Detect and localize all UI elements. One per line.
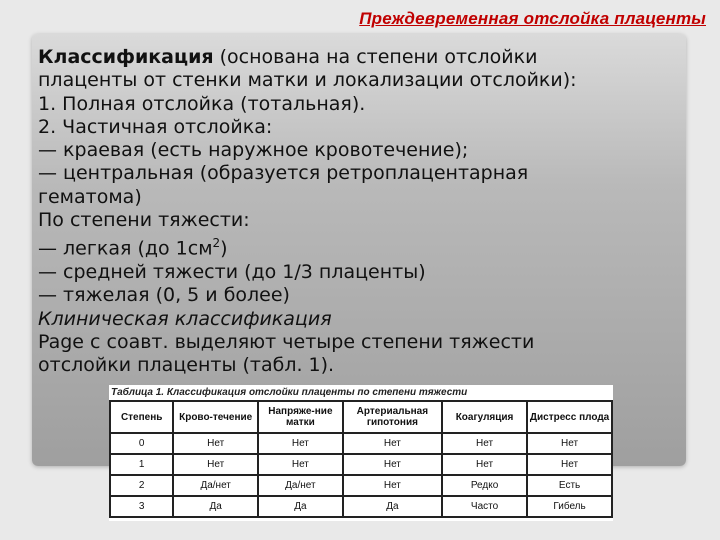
severity-table-image	[109, 385, 613, 521]
table-cell: Редко	[442, 475, 527, 496]
text-line: — краевая (есть наружное кровотечение);	[38, 139, 469, 162]
table-header-cell: Артериальная гипотония	[343, 401, 442, 433]
text-line: плаценты от стенки матки и локализации отслойки):	[38, 69, 577, 92]
classification-heading: Классификация	[38, 46, 214, 68]
text-line: По степени тяжести:	[38, 209, 250, 232]
table-header-row	[110, 401, 612, 433]
table-cell: Нет	[343, 454, 442, 475]
table-cell: Да/нет	[173, 475, 258, 496]
slide-body	[38, 46, 688, 377]
table-cell: Есть	[527, 475, 612, 496]
text-line: — тяжелая (0, 5 и более)	[38, 284, 290, 307]
severity-light-close: )	[220, 237, 228, 260]
table-cell: Да/нет	[258, 475, 343, 496]
table-cell: Да	[173, 496, 258, 517]
table-header-cell: Коагуляция	[442, 401, 527, 433]
table-cell: Нет	[173, 433, 258, 454]
clinical-classification-heading	[38, 308, 688, 331]
table-row	[110, 496, 612, 517]
table-cell: Да	[343, 496, 442, 517]
text-line: гематома)	[38, 185, 142, 208]
table-cell: Нет	[343, 475, 442, 496]
table-caption: Таблица 1. Классификация отслойки плаценты по степени тяжести	[111, 387, 468, 398]
table-cell: 3	[110, 496, 173, 517]
table-cell: Нет	[442, 454, 527, 475]
table-row	[110, 454, 612, 475]
text-line: отслойки плаценты (табл. 1).	[38, 354, 335, 377]
table-cell: 1	[110, 454, 173, 475]
table-header-cell: Степень	[110, 401, 173, 433]
table-row	[110, 475, 612, 496]
table-cell: Нет	[527, 454, 612, 475]
table-cell: Да	[258, 496, 343, 517]
severity-light-line	[38, 232, 688, 261]
table-cell: 2	[110, 475, 173, 496]
table-header-cell: Крово-течение	[173, 401, 258, 433]
text-line: Page с соавт. выделяют четыре степени тяжести	[38, 330, 535, 353]
table-cell: Нет	[442, 433, 527, 454]
text-line: 1. Полная отслойка (тотальная).	[38, 92, 366, 115]
severity-table	[109, 400, 613, 518]
text-line: — центральная (образуется ретроплацентарная	[38, 162, 529, 185]
table-row	[110, 433, 612, 454]
severity-light-text: — легкая (до 1см	[38, 237, 213, 260]
table-cell: 0	[110, 433, 173, 454]
clinical-classification-text: Клиническая классификация	[38, 307, 332, 330]
classification-basis: (основана на степени отслойки	[213, 46, 538, 68]
table-header-cell: Дистресс плода	[527, 401, 612, 433]
classification-line	[38, 46, 688, 69]
table-cell: Нет	[173, 454, 258, 475]
table-cell: Гибель	[527, 496, 612, 517]
text-line: — средней тяжести (до 1/3 плаценты)	[38, 261, 426, 283]
text-line: 2. Частичная отслойка:	[38, 115, 273, 138]
table-header-cell: Напряже-ние матки	[258, 401, 343, 433]
table-cell: Часто	[442, 496, 527, 517]
table-cell: Нет	[343, 433, 442, 454]
slide-title: Преждевременная отслойка плаценты	[359, 9, 706, 28]
table-cell: Нет	[527, 433, 612, 454]
superscript: 2	[212, 236, 221, 251]
table-cell: Нет	[258, 454, 343, 475]
table-cell: Нет	[258, 433, 343, 454]
